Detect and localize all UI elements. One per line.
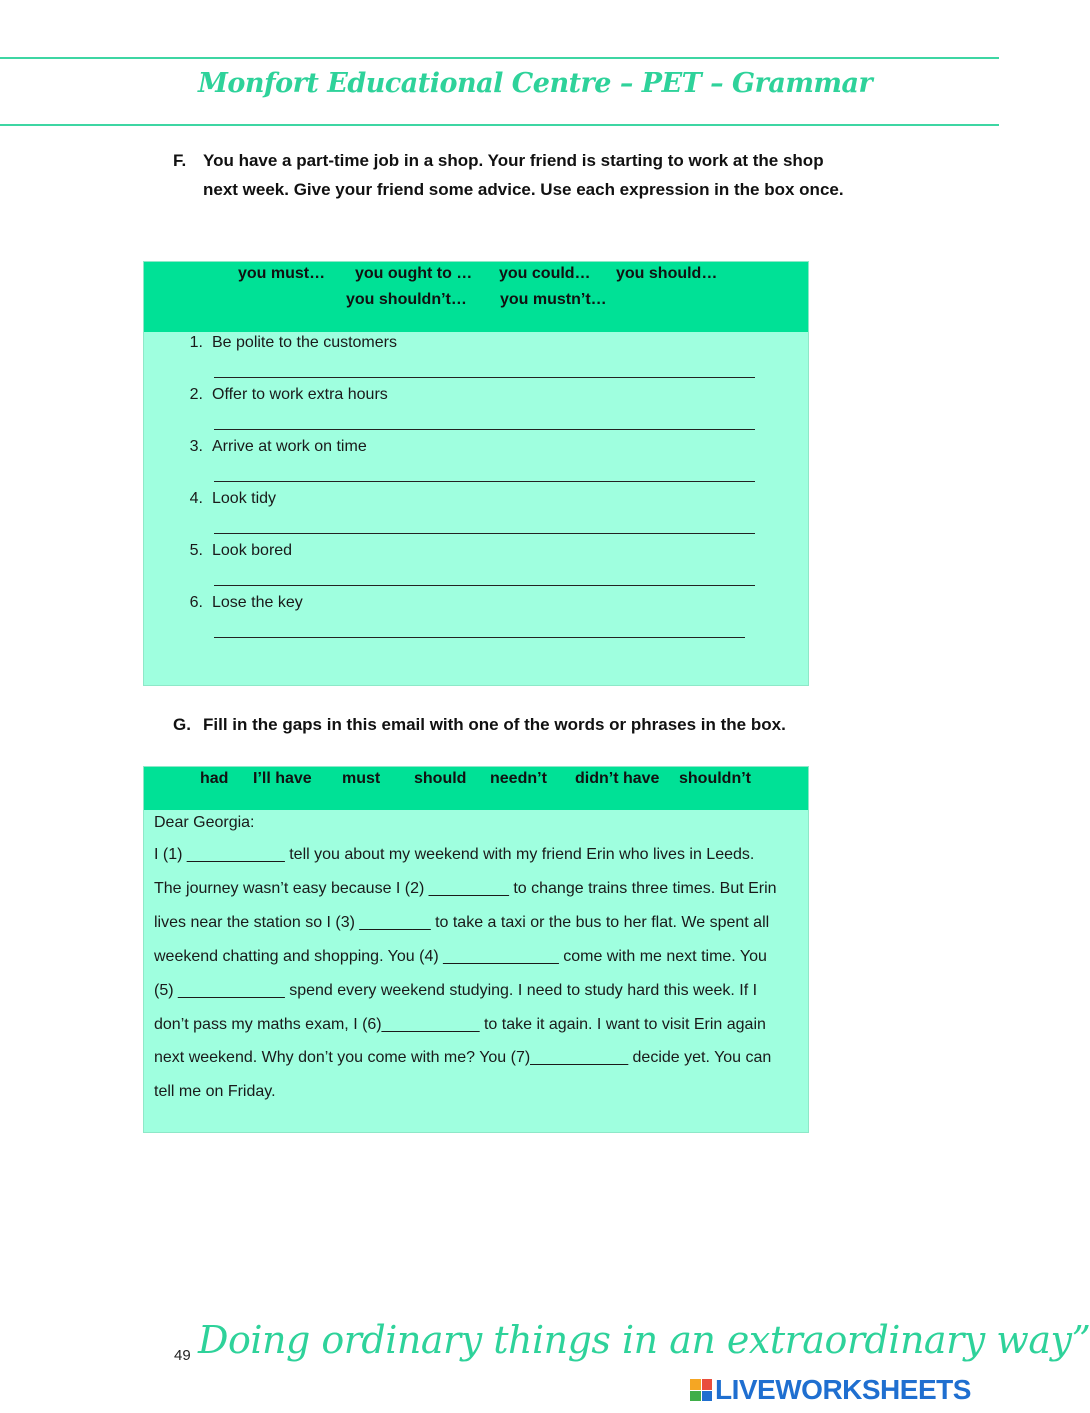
email-line: lives near the station so I (3) ________ to take a taxi or the bus to her flat. We spent all: [154, 913, 770, 931]
liveworksheets-logo[interactable]: [690, 1374, 971, 1406]
word-option: must: [342, 770, 381, 787]
footer-motto: Doing ordinary things in an extraordinary way”: [198, 1318, 1090, 1362]
section-f-text: You have a part-time job in a shop. Your friend is starting to work at the shop next week. Give your friend some advice. Use each expression in the box once.: [203, 151, 844, 199]
page-number: 49: [174, 1347, 191, 1364]
word-option: I’ll have: [253, 770, 312, 787]
item-number: 6.: [189, 594, 203, 611]
section-g-box: [143, 766, 809, 1133]
item-text: Arrive at work on time: [212, 438, 367, 455]
item-text: Lose the key: [212, 594, 303, 611]
email-line: (5) ____________ spend every weekend studying. I need to study hard this week. If I: [154, 981, 758, 999]
item-text: Offer to work extra hours: [212, 386, 388, 403]
expression: you mustn’t…: [500, 291, 607, 308]
word-option: shouldn’t: [679, 770, 751, 787]
email-line: I (1) ___________ tell you about my weekend with my friend Erin who lives in Leeds.: [154, 846, 755, 863]
header-top-rule: [0, 57, 999, 59]
section-f-instruction: [173, 147, 853, 204]
answer-line[interactable]: [214, 533, 755, 534]
liveworksheets-icon: [690, 1379, 712, 1401]
expression-box: [144, 262, 808, 332]
word-option: had: [200, 770, 229, 787]
item-number: 3.: [189, 438, 203, 455]
email-line: The journey wasn’t easy because I (2) _________ to change trains three times. But Erin: [154, 879, 777, 897]
expression: you could…: [499, 265, 591, 282]
expression: you must…: [238, 265, 326, 282]
item-number: 5.: [189, 542, 203, 559]
answer-line[interactable]: [214, 481, 755, 482]
email-line: don’t pass my maths exam, I (6)___________ to take it again. I want to visit Erin again: [154, 1015, 766, 1033]
item-text: Be polite to the customers: [212, 334, 397, 351]
answer-line[interactable]: [214, 585, 755, 586]
section-g-instruction: [173, 711, 853, 740]
email-text: [154, 811, 800, 1109]
header-title: Monfort Educational Centre – PET – Grammar: [198, 68, 873, 99]
header-bottom-rule: [0, 124, 999, 126]
email-line: weekend chatting and shopping. You (4) _____________ come with me next time. You: [154, 947, 767, 965]
answer-line[interactable]: [214, 429, 755, 430]
word-option: needn’t: [490, 770, 547, 787]
liveworksheets-brand: LIVEWORKSHEETS: [715, 1374, 971, 1405]
section-f-letter: F.: [173, 151, 187, 170]
item-text: Look tidy: [212, 490, 277, 507]
answer-line[interactable]: [214, 637, 745, 638]
email-line: next weekend. Why don’t you come with me? You (7)___________ decide yet. You can: [154, 1049, 772, 1067]
expression: you shouldn’t…: [346, 291, 467, 308]
answer-line[interactable]: [214, 377, 755, 378]
email-line: tell me on Friday.: [154, 1083, 276, 1101]
word-option: should: [414, 770, 467, 787]
section-g-letter: G.: [173, 715, 191, 734]
section-g-text: Fill in the gaps in this email with one of the words or phrases in the box.: [203, 715, 786, 734]
word-box: [144, 767, 808, 810]
item-number: 4.: [189, 490, 203, 507]
item-number: 1.: [189, 334, 203, 351]
item-number: 2.: [189, 386, 203, 403]
email-greeting: Dear Georgia:: [154, 814, 255, 831]
expression: you should…: [616, 265, 718, 282]
section-f-box: [143, 261, 809, 686]
word-option: didn’t have: [575, 770, 660, 787]
expression: you ought to …: [355, 265, 473, 282]
item-text: Look bored: [212, 542, 293, 559]
